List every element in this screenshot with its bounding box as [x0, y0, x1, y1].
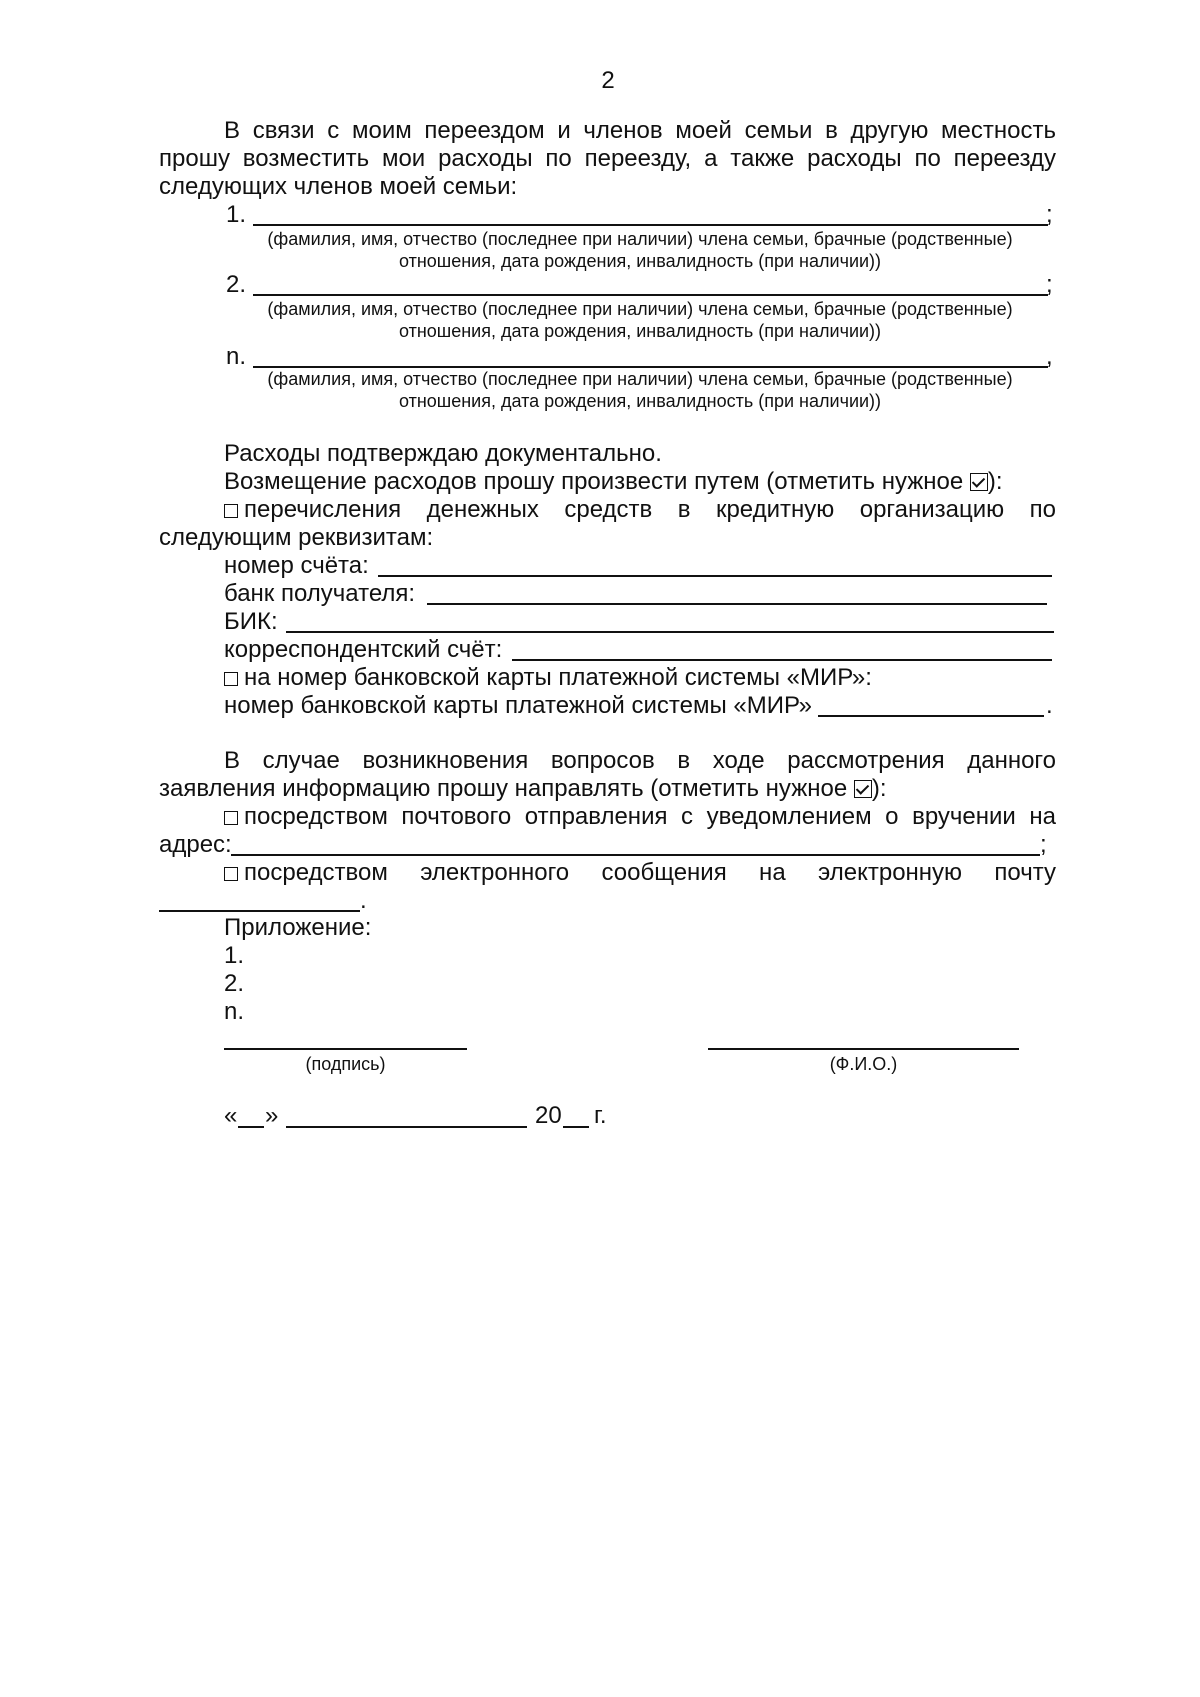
attachments-title: Приложение:	[224, 914, 372, 941]
attachment-item-1: 1.	[224, 942, 245, 969]
date-day-field[interactable]	[238, 1126, 264, 1128]
card-number-label: номер банковской карты платежной системы «МИР»	[224, 692, 812, 719]
family-member-2-caption-2: отношения, дата рождения, инвалидность (при наличии))	[398, 321, 882, 341]
corr-account-label: корреспондентский счёт:	[224, 636, 503, 663]
attachment-item-n: n.	[224, 998, 245, 1025]
bank-label: банк получателя:	[224, 580, 416, 607]
option-email	[224, 858, 1056, 888]
option-email-label: посредством электронного сообщения на электронную почту	[244, 859, 1056, 886]
checked-checkbox-icon	[970, 473, 988, 491]
family-member-1-field[interactable]	[253, 224, 1048, 226]
family-member-1-caption-1: (фамилия, имя, отчество (последнее при наличии) члена семьи, брачные (родственные)	[267, 229, 1013, 249]
family-member-1-end: ;	[1046, 201, 1053, 228]
address-label: адрес:	[159, 831, 232, 858]
contact-line-2-end: ):	[871, 775, 887, 802]
option-post-label: посредством почтового отправления с уведомлением о вручении на	[244, 803, 1056, 830]
payment-prompt-end: ):	[987, 468, 1003, 495]
date-month-field[interactable]	[286, 1126, 527, 1128]
family-member-n-caption-2: отношения, дата рождения, инвалидность (при наличии))	[398, 391, 882, 411]
attachment-item-2: 2.	[224, 970, 245, 997]
bank-field[interactable]	[427, 603, 1047, 605]
family-member-1-caption-2: отношения, дата рождения, инвалидность (при наличии))	[398, 251, 882, 271]
full-name-caption: (Ф.И.О.)	[829, 1054, 898, 1074]
card-checkbox[interactable]	[224, 672, 238, 686]
intro-line-2: прошу возместить мои расходы по переезду, а также расходы по переезду	[159, 145, 1056, 172]
family-member-n-caption-1: (фамилия, имя, отчество (последнее при наличии) члена семьи, брачные (родственные)	[267, 369, 1013, 389]
full-name-field[interactable]	[708, 1048, 1019, 1050]
option-card-label: на номер банковской карты платежной системы «МИР»:	[244, 664, 872, 691]
option-transfer-label: перечисления денежных средств в кредитную организацию по	[244, 496, 1056, 523]
family-member-2-marker: 2.	[226, 271, 247, 298]
family-member-n-end: ,	[1046, 343, 1053, 370]
account-number-field[interactable]	[378, 575, 1052, 577]
option-transfer-line-2: следующим реквизитам:	[159, 524, 434, 551]
date-year-prefix: 20	[535, 1102, 562, 1129]
address-end: ;	[1040, 831, 1047, 858]
card-number-end: .	[1046, 692, 1053, 719]
family-member-1-marker: 1.	[226, 201, 247, 228]
payment-prompt-text: Возмещение расходов прошу произвести путем (отметить нужное	[224, 468, 964, 495]
option-card	[224, 663, 872, 693]
post-checkbox[interactable]	[224, 811, 238, 825]
family-member-2-end: ;	[1046, 271, 1053, 298]
intro-line-3: следующих членов моей семьи:	[159, 173, 518, 200]
email-field[interactable]	[159, 910, 360, 912]
bik-label: БИК:	[224, 608, 278, 635]
family-member-n-marker: n.	[226, 343, 247, 370]
email-checkbox[interactable]	[224, 867, 238, 881]
option-post	[224, 802, 1056, 832]
checked-checkbox-icon	[854, 780, 872, 798]
date-open-quote: «	[224, 1102, 238, 1129]
option-transfer	[224, 495, 1056, 525]
intro-line-1: В связи с моим переездом и членов моей семьи в другую местность	[224, 117, 1056, 144]
date-year-suffix: г.	[594, 1102, 607, 1129]
date-year-field[interactable]	[563, 1126, 589, 1128]
transfer-checkbox[interactable]	[224, 504, 238, 518]
signature-field[interactable]	[224, 1048, 467, 1050]
contact-line-2-text: заявления информацию прошу направлять (отметить нужное	[159, 775, 848, 802]
card-number-field[interactable]	[818, 715, 1044, 717]
page-number: 2	[601, 67, 615, 94]
bik-field[interactable]	[286, 631, 1054, 633]
contact-line-1: В случае возникновения вопросов в ходе рассмотрения данного	[224, 747, 1056, 774]
account-label: номер счёта:	[224, 552, 369, 579]
contact-line-2	[159, 774, 887, 804]
confirm-text: Расходы подтверждаю документально.	[224, 440, 662, 467]
email-end: .	[360, 887, 367, 914]
signature-caption: (подпись)	[305, 1054, 386, 1074]
date-close-quote: »	[265, 1102, 279, 1129]
address-field[interactable]	[231, 854, 1040, 856]
payment-prompt	[224, 467, 1003, 497]
family-member-2-field[interactable]	[253, 294, 1048, 296]
corr-account-field[interactable]	[512, 659, 1052, 661]
family-member-2-caption-1: (фамилия, имя, отчество (последнее при наличии) члена семьи, брачные (родственные)	[267, 299, 1013, 319]
